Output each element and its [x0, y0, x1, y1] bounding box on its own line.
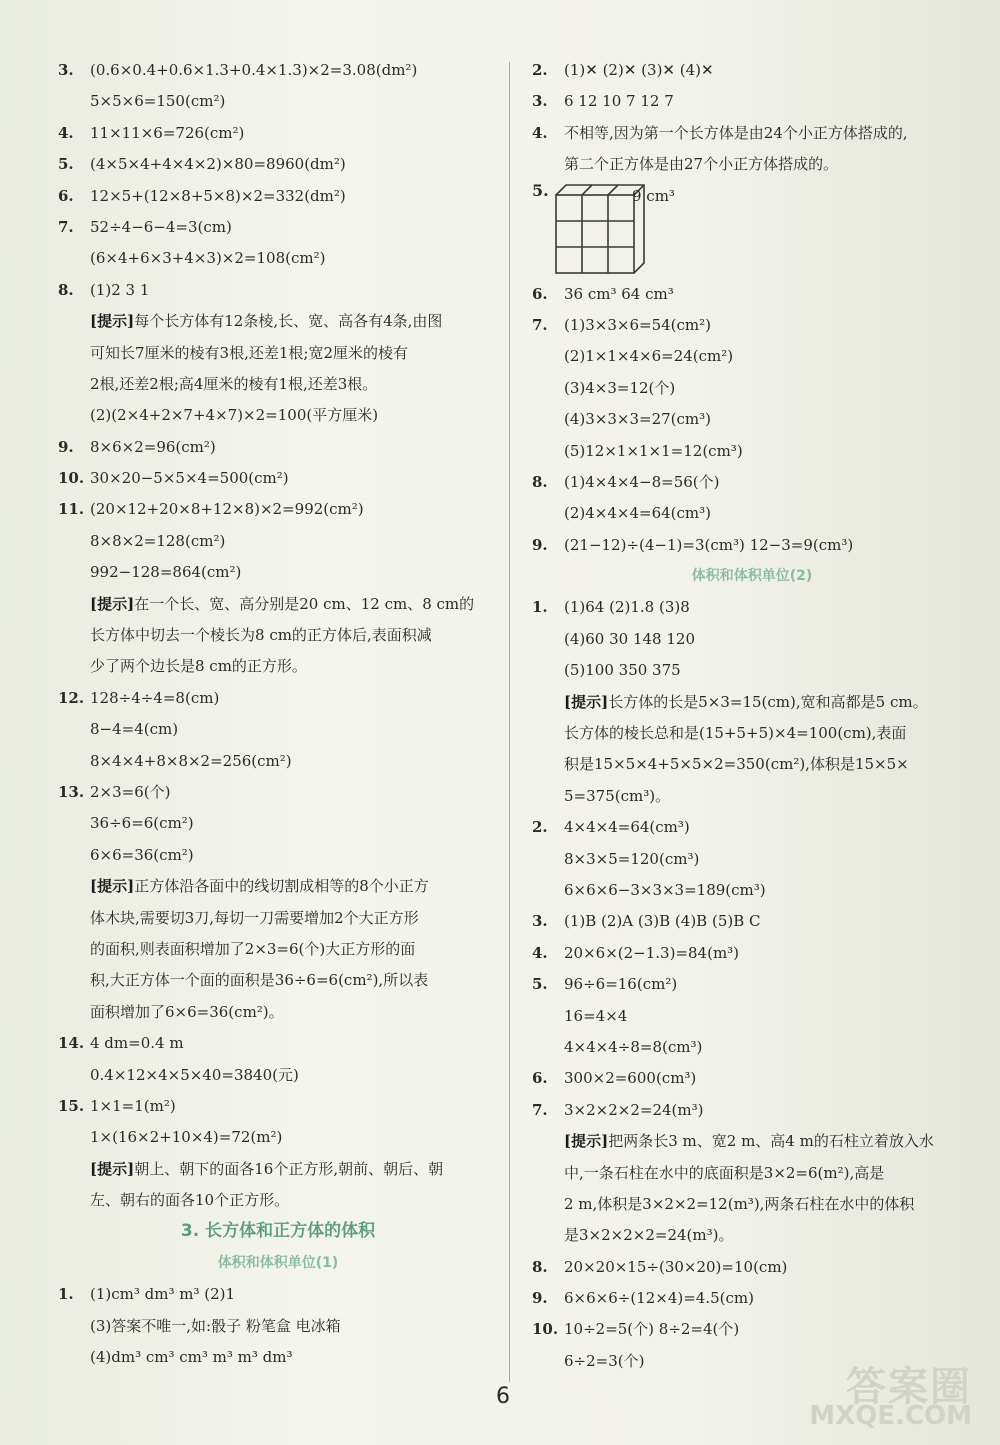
- answer-text: (3)4×3=12(个): [564, 378, 676, 397]
- answer-line: [58, 557, 498, 588]
- answer-text: 4×4×4÷8=8(cm³): [564, 1037, 703, 1056]
- answer-text: 0.4×12×4×5×40=3840(元): [90, 1065, 299, 1084]
- answer-text: 10÷2=5(个) 8÷2=4(个): [564, 1320, 740, 1339]
- item-number: 6.: [532, 1069, 548, 1088]
- answer-text: 是3×2×2×2=24(m³)。: [564, 1226, 734, 1245]
- hint-tag: [ 提示 ]: [564, 693, 608, 711]
- answer-line: [532, 498, 972, 529]
- answer-text: 20×20×15÷(30×20)=10(cm): [564, 1257, 788, 1276]
- answer-text: 在一个长、宽、高分别是20 cm、12 cm、8 cm的: [134, 594, 475, 613]
- item-number: 11.: [58, 500, 85, 519]
- answer-text: 8×4×4+8×8×2=256(cm²): [90, 751, 292, 770]
- answer-text: 长方体的长是5×3=15(cm),宽和高都是5 cm。: [608, 692, 928, 711]
- answer-line: [58, 934, 498, 965]
- answer-text: 左、朝右的面各10个正方形。: [90, 1191, 290, 1210]
- answer-text: (3)答案不唯一,如:骰子 粉笔盒 电冰箱: [90, 1316, 341, 1335]
- answer-text: 每个长方体有12条棱,长、宽、高各有4条,由图: [134, 312, 443, 331]
- answer-text: 30×20−5×5×4=500(cm²): [90, 469, 289, 488]
- answer-text: 992−128=864(cm²): [90, 563, 242, 582]
- answer-line: [532, 467, 972, 498]
- item-number: 7.: [532, 315, 548, 334]
- answer-text: (2)4×4×4=64(cm³): [564, 504, 712, 523]
- answer-text: (4×5×4+4×4×2)×80=8960(dm²): [90, 155, 346, 174]
- answer-text: 把两条长3 m、宽2 m、高4 m的石柱立着放入水: [608, 1132, 934, 1151]
- answer-line: [532, 118, 972, 149]
- answer-text: (1)3×3×6=54(cm²): [564, 315, 712, 334]
- page-number: 6: [496, 1384, 510, 1409]
- answer-text: (20×12+20×8+12×8)×2=992(cm²): [90, 500, 364, 519]
- answer-text: 5=375(cm³)。: [564, 786, 671, 805]
- answer-line: [58, 808, 498, 839]
- answer-line: [58, 620, 498, 651]
- answer-text: (5)12×1×1×1=12(cm³): [564, 441, 743, 460]
- answer-line: [58, 181, 498, 212]
- answer-text: 6 12 10 7 12 7: [564, 92, 674, 111]
- item-number: 3.: [532, 912, 548, 931]
- answer-line: [532, 1095, 972, 1126]
- answer-line: [532, 55, 972, 86]
- right-column: [532, 55, 972, 1377]
- answer-line: [532, 687, 972, 718]
- answer-line: [58, 1279, 498, 1310]
- column-divider: [509, 62, 510, 1382]
- item-number: 12.: [58, 688, 85, 707]
- answer-line: [58, 149, 498, 180]
- item-number: 7.: [532, 1100, 548, 1119]
- answer-text: 11×11×6=726(cm²): [90, 123, 245, 142]
- answer-text: 正方体沿各面中的线切割成相等的8个小正方: [134, 877, 429, 896]
- answer-line: [58, 965, 498, 996]
- answer-line: [532, 1126, 972, 1157]
- watermark-url: MXQE.COM: [809, 1401, 972, 1431]
- answer-line: [58, 494, 498, 525]
- hint-tag: [ 提示 ]: [90, 1160, 134, 1178]
- answer-text: 52÷4−6−4=3(cm): [90, 217, 232, 236]
- answer-line: [58, 1311, 498, 1342]
- answer-line: [532, 749, 972, 780]
- answer-text: 16=4×4: [564, 1006, 628, 1025]
- answer-text: 128÷4÷4=8(cm): [90, 688, 220, 707]
- answer-line: [58, 1091, 498, 1122]
- answer-text: 面积增加了6×6=36(cm²)。: [90, 1002, 284, 1021]
- item-number: 2.: [532, 61, 548, 79]
- answer-text: 8×6×2=96(cm²): [90, 437, 216, 456]
- answer-text: (2)1×1×4×6=24(cm²): [564, 347, 734, 366]
- item-number: 4.: [532, 943, 548, 962]
- answer-text: 1×1=1(m²): [90, 1096, 176, 1115]
- item-number: 8.: [532, 472, 548, 491]
- answer-line: [58, 212, 498, 243]
- answer-text: 2根,还差2根;高4厘米的棱有1根,还差3根。: [90, 374, 378, 393]
- answer-line: [58, 526, 498, 557]
- answer-line: [532, 1158, 972, 1189]
- answer-text: 6×6=36(cm²): [90, 845, 194, 864]
- answer-line: [58, 1060, 498, 1091]
- section-subtitle-2: 体积和体积单位(2): [691, 568, 813, 585]
- item-number: 10.: [58, 469, 85, 488]
- answer-line: [532, 812, 972, 843]
- answer-line: [58, 1342, 498, 1373]
- item-number: 6.: [58, 186, 74, 205]
- answer-line: [58, 118, 498, 149]
- answer-line: [532, 718, 972, 749]
- answer-text: 积是15×5×4+5×5×2=350(cm²),体积是15×5×: [564, 755, 909, 774]
- answer-text: (2)(2×4+2×7+4×7)×2=100(平方厘米): [90, 406, 379, 425]
- item-number: 5.: [58, 155, 74, 174]
- answer-line: [58, 683, 498, 714]
- answer-text: (1)4×4×4−8=56(个): [564, 472, 720, 491]
- answer-line: [58, 1028, 498, 1059]
- answer-line: [532, 149, 972, 180]
- answer-line: [58, 589, 498, 620]
- item-number: 13.: [58, 782, 85, 801]
- answer-line: [532, 906, 972, 937]
- answer-text: 20×6×(2−1.3)=84(m³): [564, 943, 740, 962]
- answer-text: (1)B (2)A (3)B (4)B (5)B C: [564, 912, 761, 931]
- answer-line: [532, 624, 972, 655]
- item-number: 6.: [532, 284, 548, 303]
- answer-text: 6÷2=3(个): [564, 1351, 645, 1370]
- answer-line: [532, 592, 972, 623]
- answer-text: 6×6×6÷(12×4)=4.5(cm): [564, 1289, 754, 1308]
- item-number: 14.: [58, 1034, 85, 1053]
- item-number: 15.: [58, 1096, 85, 1115]
- answer-text: 36 cm³ 64 cm³: [564, 284, 674, 303]
- answer-line: [532, 1032, 972, 1063]
- answer-text: 5×5×6=150(cm²): [90, 92, 226, 111]
- answer-line: [58, 338, 498, 369]
- answer-line: [58, 86, 498, 117]
- answer-line: [58, 903, 498, 934]
- section-subtitle: 体积和体积单位(1): [217, 1254, 339, 1271]
- answer-line: [58, 997, 498, 1028]
- answer-line: [532, 969, 972, 1000]
- answer-line: [532, 404, 972, 435]
- answer-line: [58, 400, 498, 431]
- answer-text: 可知长7厘米的棱有3根,还差1根;宽2厘米的棱有: [90, 343, 408, 362]
- item-number: 4.: [532, 123, 548, 142]
- item-number: 4.: [58, 123, 74, 142]
- answer-line: [532, 1252, 972, 1283]
- answer-text: 96÷6=16(cm²): [564, 975, 678, 994]
- answer-line: [532, 310, 972, 341]
- answer-text: 8×3×5=120(cm³): [564, 849, 700, 868]
- cube-answer: [532, 181, 972, 279]
- answer-line: [532, 655, 972, 686]
- answer-text: 300×2=600(cm³): [564, 1069, 697, 1088]
- answer-text: 36÷6=6(cm²): [90, 814, 194, 833]
- answer-text: 8×8×2=128(cm²): [90, 531, 226, 550]
- answer-line: [532, 373, 972, 404]
- item-number: 3.: [532, 92, 548, 111]
- answer-text: 1×(16×2+10×4)=72(m²): [90, 1128, 283, 1147]
- answer-text: 12×5+(12×8+5×8)×2=332(dm²): [90, 186, 346, 205]
- answer-text: 中,一条石柱在水中的底面积是3×2=6(m²),高是: [564, 1163, 885, 1182]
- answer-line: [58, 275, 498, 306]
- item-number: 7.: [58, 217, 74, 236]
- answer-text: 长方体的棱长总和是(15+5+5)×4=100(cm),表面: [564, 724, 907, 743]
- answer-text: (1)cm³ dm³ m³ (2)1: [90, 1285, 236, 1304]
- answer-line: [58, 463, 498, 494]
- answer-text: (4)dm³ cm³ cm³ m³ m³ dm³: [90, 1348, 293, 1367]
- item-number: 3.: [58, 61, 74, 79]
- answer-text: 4 dm=0.4 m: [90, 1034, 184, 1053]
- answer-line: [532, 279, 972, 310]
- answer-line: [58, 840, 498, 871]
- answer-text: 3×2×2×2=24(m³): [564, 1100, 704, 1119]
- answer-line: [58, 306, 498, 337]
- watermark: [772, 1355, 982, 1435]
- answer-line: [532, 1001, 972, 1032]
- answer-line: [58, 55, 498, 86]
- cube-volume-label: 9 cm³: [632, 186, 675, 205]
- answer-text: 不相等,因为第一个长方体是由24个小正方体搭成的,: [564, 123, 908, 142]
- item-number: 8.: [532, 1257, 548, 1276]
- item-number: 5.: [532, 180, 549, 200]
- answer-text: 少了两个边长是8 cm的正方形。: [90, 657, 307, 676]
- item-number: 5.: [532, 975, 548, 994]
- item-number: 9.: [532, 535, 548, 554]
- answer-text: 2×3=6(个): [90, 782, 171, 801]
- item-number: 9.: [58, 437, 74, 456]
- answer-line: [532, 530, 972, 561]
- answer-line: [532, 875, 972, 906]
- answer-line: [58, 369, 498, 400]
- answer-text: (4)60 30 148 120: [564, 629, 695, 648]
- item-number: 2.: [532, 818, 548, 837]
- answer-text: 第二个正方体是由27个小正方体搭成的。: [564, 155, 839, 174]
- answer-text: 朝上、朝下的面各16个正方形,朝前、朝后、朝: [134, 1159, 444, 1178]
- answer-text: (21−12)÷(4−1)=3(cm³) 12−3=9(cm³): [564, 535, 854, 554]
- answer-text: (1)64 (2)1.8 (3)8: [564, 598, 690, 617]
- answer-line: [532, 436, 972, 467]
- answer-text: 2 m,体积是3×2×2=12(m³),两条石柱在水中的体积: [564, 1194, 915, 1213]
- answer-text: (4)3×3×3=27(cm³): [564, 410, 712, 429]
- answer-line: [58, 746, 498, 777]
- item-number: 1.: [532, 598, 548, 617]
- item-number: 10.: [532, 1320, 559, 1339]
- answer-line: [58, 871, 498, 902]
- answer-line: [532, 1314, 972, 1345]
- hint-tag: [ 提示 ]: [90, 312, 134, 330]
- answer-text: 4×4×4=64(cm³): [564, 818, 690, 837]
- answer-line: [58, 243, 498, 274]
- answer-line: [58, 1185, 498, 1216]
- answer-text: (5)100 350 375: [564, 661, 681, 680]
- hint-tag: [ 提示 ]: [90, 877, 134, 895]
- answer-line: [532, 1283, 972, 1314]
- answer-line: [532, 86, 972, 117]
- answer-line: [58, 1122, 498, 1153]
- answer-text: (0.6×0.4+0.6×1.3+0.4×1.3)×2=3.08(dm²): [90, 61, 418, 79]
- answer-text: 积,大正方体一个面的面积是36÷6=6(cm²),所以表: [90, 971, 429, 990]
- item-number: 8.: [58, 280, 74, 299]
- answer-text: 的面积,则表面积增加了2×3=6(个)大正方形的面: [90, 939, 416, 958]
- item-number: 9.: [532, 1289, 548, 1308]
- answer-line: [532, 1220, 972, 1251]
- answer-text: 体木块,需要切3刀,每切一刀需要增加2个大正方形: [90, 908, 419, 927]
- answer-line: [58, 777, 498, 808]
- answer-text: 8−4=4(cm): [90, 720, 179, 739]
- hint-tag: [ 提示 ]: [90, 595, 134, 613]
- section-title: 3. 长方体和正方体的体积: [180, 1221, 376, 1242]
- answer-text: 6×6×6−3×3×3=189(cm³): [564, 880, 766, 899]
- answer-text: (1)2 3 1: [90, 280, 150, 299]
- answer-line: [58, 432, 498, 463]
- answer-line: [532, 844, 972, 875]
- hint-tag: [ 提示 ]: [564, 1132, 608, 1150]
- answer-line: [58, 714, 498, 745]
- left-column: [58, 55, 498, 1373]
- answer-line: [532, 781, 972, 812]
- answer-text: 长方体中切去一个棱长为8 cm的正方体后,表面积减: [90, 626, 432, 645]
- answer-text: (1)✕ (2)✕ (3)✕ (4)✕: [564, 61, 714, 79]
- answer-line: [532, 1189, 972, 1220]
- answer-line: [532, 341, 972, 372]
- watermark-logo: 答案圈: [846, 1364, 972, 1410]
- answer-text: (6×4+6×3+4×3)×2=108(cm²): [90, 249, 326, 268]
- answer-line: [58, 1154, 498, 1185]
- answer-line: [532, 938, 972, 969]
- item-number: 1.: [58, 1285, 74, 1304]
- answer-line: [58, 651, 498, 682]
- answer-line: [532, 1063, 972, 1094]
